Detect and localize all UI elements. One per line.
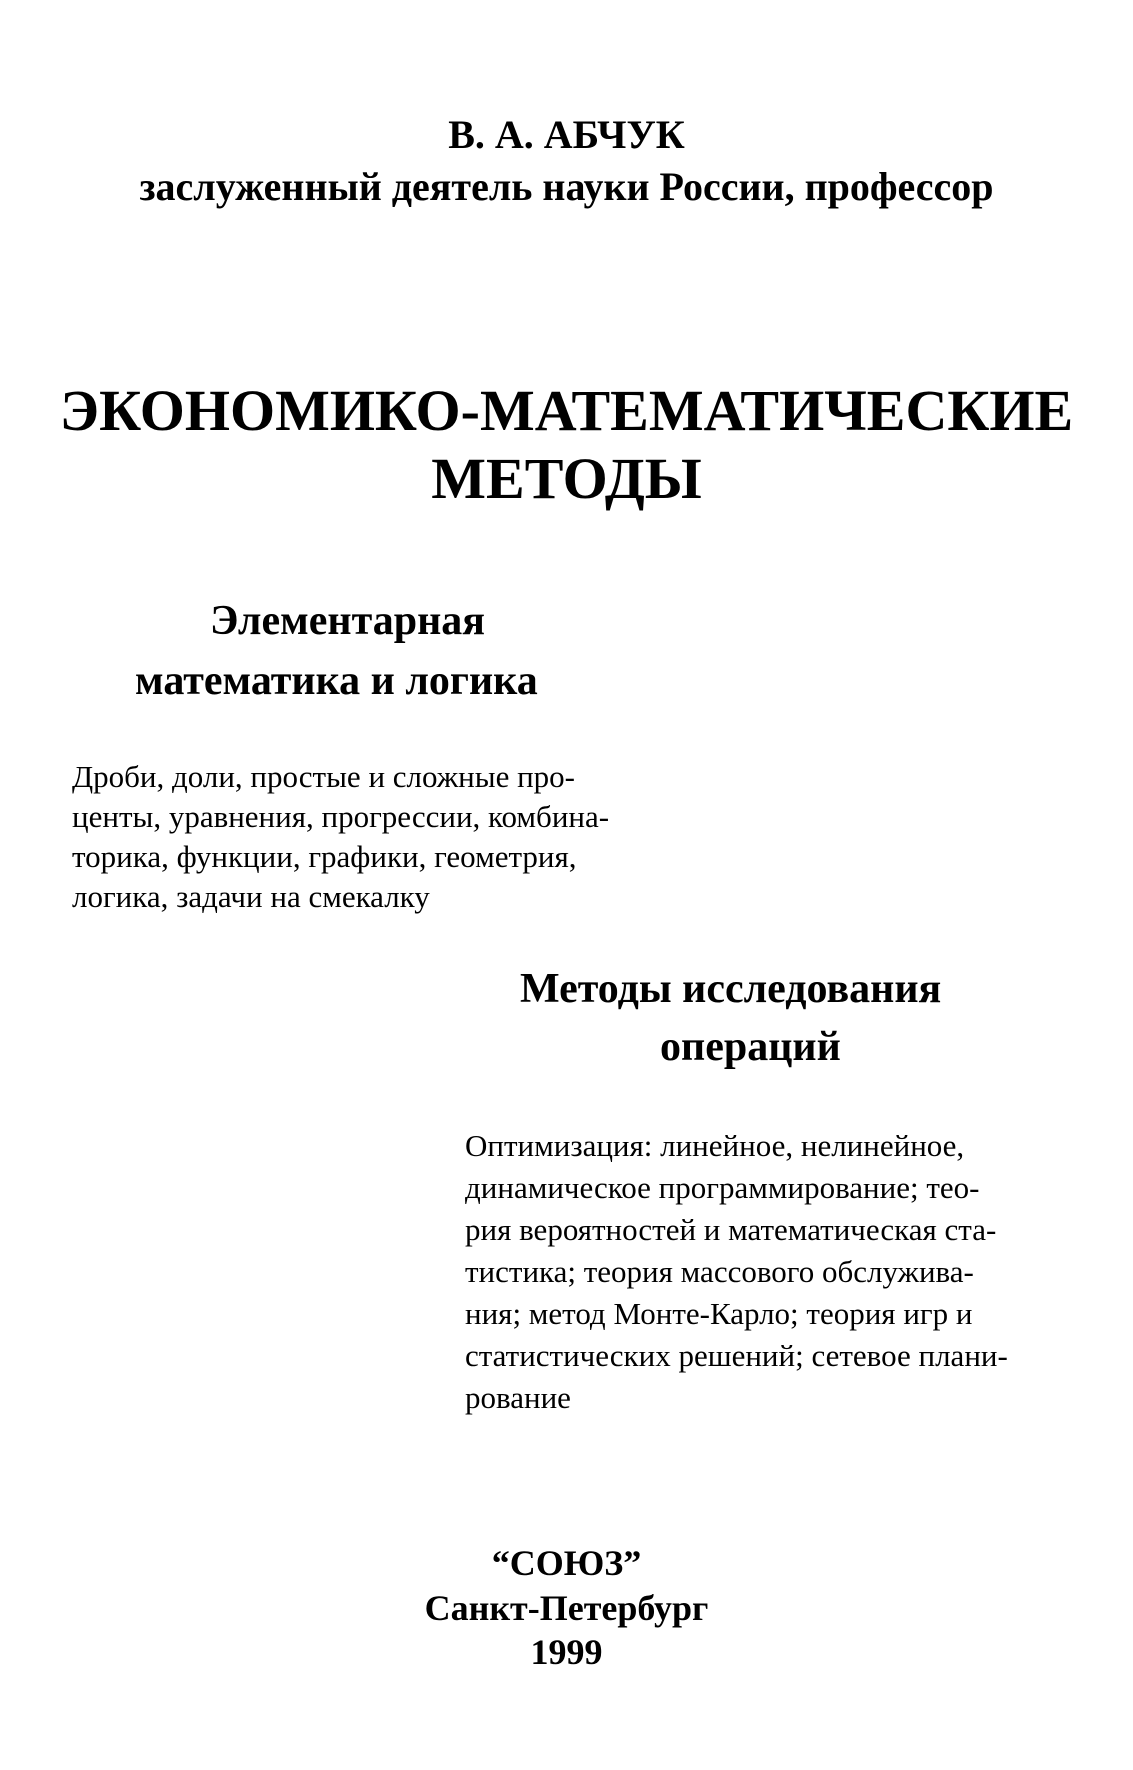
section2-description-line: Оптимизация: линейное, нелинейное, <box>465 1128 965 1163</box>
section2-description-line: ния; метод Монте-Карло; теория игр и <box>465 1296 973 1331</box>
section1-heading-line-2: математика и логика <box>135 658 538 704</box>
section1-description-line: центы, уравнения, прогрессии, комбина- <box>72 799 610 834</box>
section1-description <box>72 757 672 917</box>
section2-description-line: тистика; теория массового обслужива- <box>465 1254 974 1289</box>
section2-description-line: динамическое программирование; тео- <box>465 1170 980 1205</box>
section1-description-line: логика, задачи на смекалку <box>72 879 430 914</box>
section1-description-line: торика, функции, графики, геометрия, <box>72 839 577 874</box>
section2-description <box>465 1125 1070 1419</box>
section2-description-line: статистических решений; сетевое плани- <box>465 1338 1008 1373</box>
publisher-name: “СОЮЗ” <box>491 1543 642 1583</box>
author-name: В. А. АБЧУК <box>448 112 685 157</box>
section2-description-line: рия вероятностей и математическая ста- <box>465 1212 997 1247</box>
publication-city: Санкт-Петербург <box>424 1588 709 1628</box>
publication-year: 1999 <box>530 1632 603 1672</box>
author-credentials: заслуженный деятель науки России, профессор <box>139 164 994 209</box>
book-title-line-2: МЕТОДЫ <box>431 446 702 511</box>
book-title-line-1: ЭКОНОМИКО-МАТЕМАТИЧЕСКИЕ <box>59 378 1074 443</box>
section2-description-line: рование <box>465 1380 571 1415</box>
section1-heading-line-1: Элементарная <box>210 598 486 644</box>
section2-heading-line-2: операций <box>660 1024 841 1070</box>
section1-description-line: Дроби, доли, простые и сложные про- <box>72 759 575 794</box>
section2-heading-line-1: Методы исследования <box>520 966 942 1012</box>
